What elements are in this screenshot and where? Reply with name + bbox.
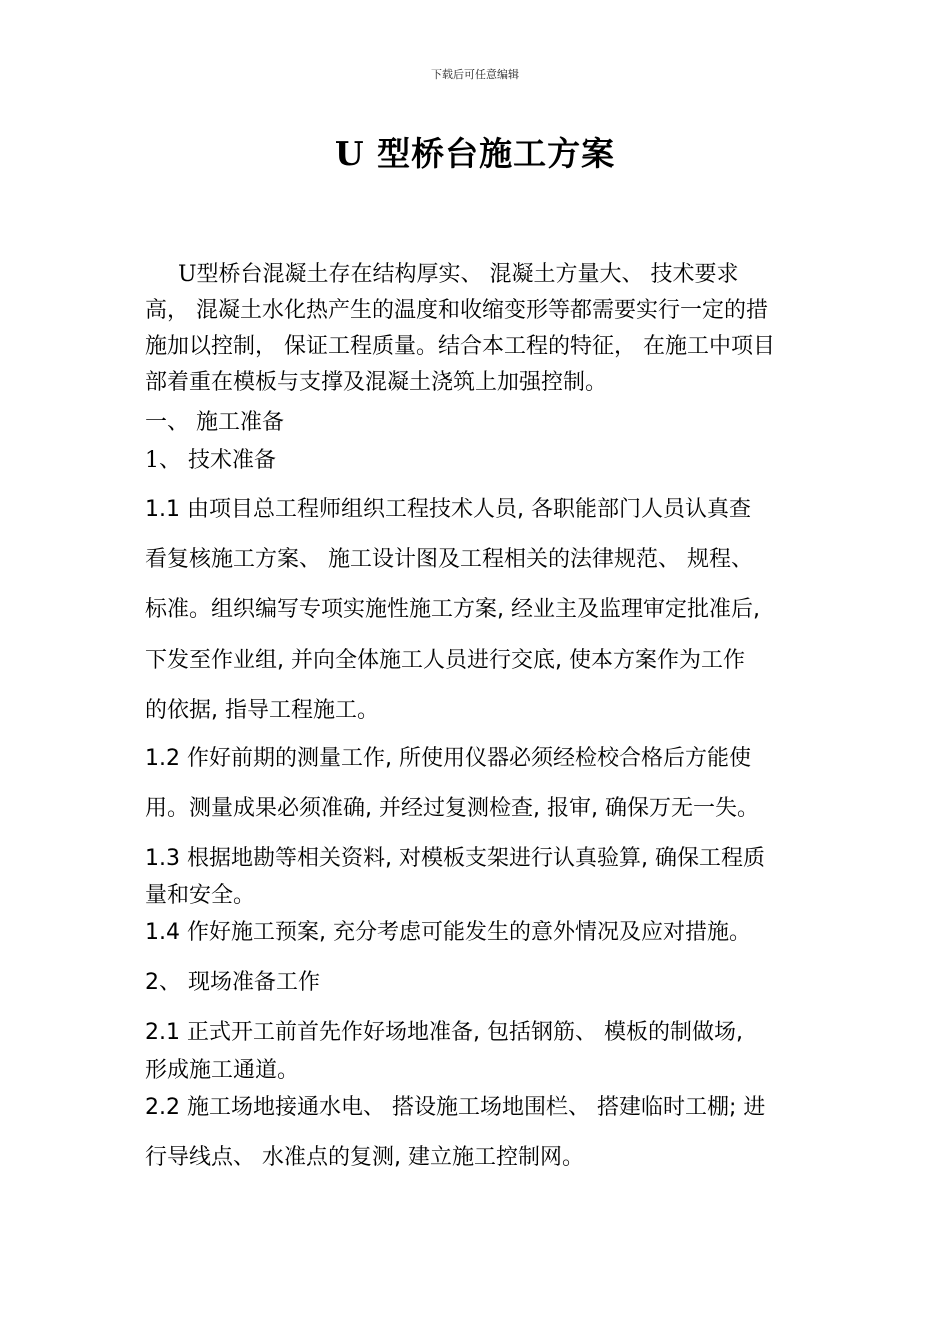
item-1-3-line-1: 1.3 根据地勘等相关资料, 对模板支架进行认真验算, 确保工程质 [145, 846, 765, 871]
item-1-1-line-5: 的依据, 指导工程施工。 [145, 698, 379, 723]
item-1-1-line-2: 看复核施工方案、 施工设计图及工程相关的法律规范、 规程、 [145, 547, 753, 572]
item-2-2-line-2: 行导线点、 水准点的复测, 建立施工控制网。 [145, 1145, 584, 1170]
item-1-3-line-2: 量和安全。 [145, 883, 256, 908]
item-1-2-line-2: 用。测量成果必须准确, 并经过复测检查, 报审, 确保万无一失。 [145, 796, 759, 821]
subsection-heading-2: 2、 现场准备工作 [145, 970, 320, 995]
item-2-2-line-1: 2.2 施工场地接通水电、 搭设施工场地围栏、 搭建临时工棚; 进 [145, 1095, 766, 1120]
intro-line-2: 高， 混凝土水化热产生的温度和收缩变形等都需要实行一定的措 [145, 298, 768, 323]
header-note: 下载后可任意编辑 [431, 68, 519, 81]
intro-line-1: U型桥台混凝土存在结构厚实、 混凝土方量大、 技术要求 [178, 262, 739, 287]
item-2-1-line-1: 2.1 正式开工前首先作好场地准备, 包括钢筋、 模板的制做场, [145, 1020, 743, 1045]
item-1-1-line-4: 下发至作业组, 并向全体施工人员进行交底, 使本方案作为工作 [145, 648, 745, 673]
page-title: U 型桥台施工方案 [334, 134, 616, 173]
section-heading-1: 一、 施工准备 [145, 410, 284, 435]
item-2-1-line-2: 形成施工通道。 [145, 1058, 300, 1083]
subsection-heading-1: 1、 技术准备 [145, 448, 276, 473]
intro-line-4: 部着重在模板与支撑及混凝土浇筑上加强控制。 [145, 370, 608, 395]
item-1-4-line-1: 1.4 作好施工预案, 充分考虑可能发生的意外情况及应对措施。 [145, 920, 751, 945]
item-1-2-line-1: 1.2 作好前期的测量工作, 所使用仪器必须经检校合格后方能使 [145, 746, 751, 771]
intro-line-3: 施加以控制， 保证工程质量。结合本工程的特征， 在施工中项目 [145, 334, 775, 359]
item-1-1-line-3: 标准。组织编写专项实施性施工方案, 经业主及监理审定批准后, [145, 597, 760, 622]
item-1-1-line-1: 1.1 由项目总工程师组织工程技术人员, 各职能部门人员认真查 [145, 497, 751, 522]
